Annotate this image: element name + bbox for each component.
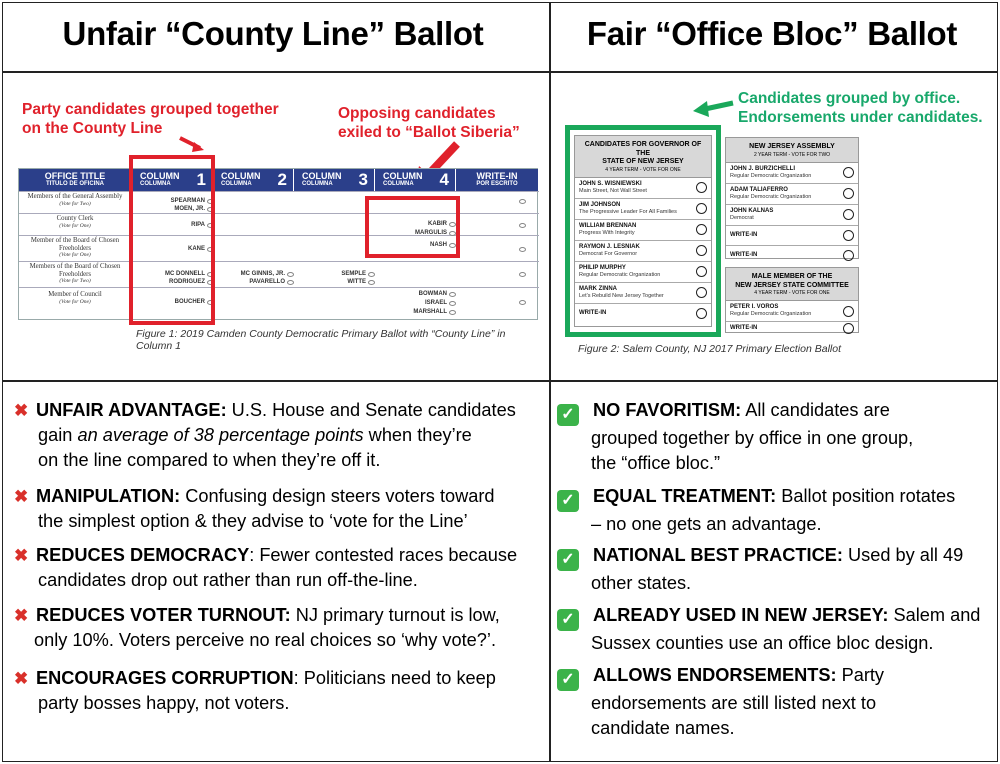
vote-circle xyxy=(696,224,707,235)
annotation-line: Party candidates grouped together xyxy=(22,101,279,118)
red-x-icon: ✖ xyxy=(14,487,29,506)
header-column-4: COLUMN COLUMNA 4 xyxy=(375,169,455,191)
vote-oval xyxy=(287,272,294,277)
candidate-name: NASH xyxy=(429,242,447,248)
red-x-icon: ✖ xyxy=(14,546,29,565)
county-line-highlight-box xyxy=(129,155,215,325)
candidate-row: MARK ZINNA Let's Rebuild New Jersey Together xyxy=(575,283,711,304)
header-column-2: COLUMN COLUMNA 2 xyxy=(213,169,293,191)
vote-oval xyxy=(519,223,526,228)
candidate-name: KANE xyxy=(187,246,205,252)
candidate-name: RIPA xyxy=(191,222,205,228)
red-x-icon: ✖ xyxy=(14,669,29,688)
vote-circle xyxy=(696,266,707,277)
annotation-line: Opposing candidates xyxy=(338,105,496,122)
vote-circle xyxy=(843,230,854,241)
candidate-name: PAVARELLO xyxy=(249,279,285,285)
vote-oval xyxy=(368,272,375,277)
vote-oval xyxy=(449,310,456,315)
ballot-siberia-highlight-box xyxy=(365,196,460,258)
header-column-1: COLUMN COLUMNA 1 xyxy=(132,169,212,191)
office-bloc-ballot-image xyxy=(565,85,985,365)
office-grouping-annotation xyxy=(738,89,983,127)
party-grouped-annotation xyxy=(22,100,279,138)
candidate-row: PETER I. VOROS Regular Democratic Organization xyxy=(726,301,858,322)
candidate-row: WRITE-IN xyxy=(726,226,858,246)
candidate-row: JOHN S. WISNIEWSKI Main Street, Not Wall Street xyxy=(575,178,711,199)
vote-circle xyxy=(843,188,854,199)
vote-oval xyxy=(519,199,526,204)
vote-circle xyxy=(696,245,707,256)
header-write-in: WRITE-IN POR ESCRITO xyxy=(456,169,538,191)
ballot-row: Member of Council (Vote for One) xyxy=(19,287,539,320)
candidate-row: JIM JOHNSON The Progressive Leader For All Families xyxy=(575,199,711,220)
ballot-table xyxy=(18,168,538,320)
candidate-name: BOWMAN xyxy=(418,291,447,297)
list-item: ✖ ENCOURAGES CORRUPTION: Politicians need to keep party bosses happy, not voters. xyxy=(14,668,496,713)
list-item: ✖ MANIPULATION: Confusing design steers voters toward the simplest option & they advise to ‘vote for the Line’ xyxy=(14,486,495,531)
red-x-icon: ✖ xyxy=(14,606,29,625)
vote-circle xyxy=(696,308,707,319)
header-office-title: OFFICE TITLE TITULO DE OFICINA xyxy=(19,169,131,191)
candidate-name: WITTE xyxy=(347,279,366,285)
green-check-icon: ✓ xyxy=(557,669,579,691)
ballot-row: Member of the Board of Chosen Freeholders (Vote for One) xyxy=(19,235,539,261)
vote-oval xyxy=(449,301,456,306)
candidate-row: RAYMON J. LESNIAK Democrat For Governor xyxy=(575,241,711,262)
candidate-name: MC DONNELL xyxy=(165,271,205,277)
list-item: ✖ UNFAIR ADVANTAGE: U.S. House and Senate candidates gain an average of 38 percentage points when they’re on the line compared to when they’re off it. xyxy=(14,400,516,470)
red-x-icon: ✖ xyxy=(14,401,29,420)
list-item: ✖ REDUCES VOTER TURNOUT: NJ primary turnout is low, only 10%. Voters perceive no real choices so ‘why vote?’. xyxy=(14,605,500,650)
column-divider xyxy=(549,3,551,761)
candidate-row: WRITE-IN xyxy=(726,246,858,265)
annotation-line: on the County Line xyxy=(22,120,163,137)
annotation-line: exiled to “Ballot Siberia” xyxy=(338,124,520,141)
list-item: ✓ ALREADY USED IN NEW JERSEY: Salem and Sussex counties use an office bloc design. xyxy=(557,603,980,656)
list-item: ✖ REDUCES DEMOCRACY: Fewer contested races because candidates drop out rather than run off-the-line. xyxy=(14,545,518,590)
candidate-name: ISRAEL xyxy=(424,300,447,306)
left-title: Unfair “County Line” Ballot xyxy=(62,15,484,52)
state-committee-panel: MALE MEMBER OF THE NEW JERSEY STATE COMMITTEE 4 YEAR TERM - VOTE FOR ONE PETER I. VOROS Regular Democratic Organization WRITE-IN xyxy=(725,267,859,333)
right-title: Fair “Office Bloc” Ballot xyxy=(586,15,958,52)
vote-circle xyxy=(843,323,854,334)
green-check-icon: ✓ xyxy=(557,490,579,512)
green-arrow-icon xyxy=(691,95,735,117)
green-check-icon: ✓ xyxy=(557,549,579,571)
candidate-name: SPEARMAN xyxy=(170,198,205,204)
candidate-name: SEMPLE xyxy=(341,271,366,277)
vote-circle xyxy=(696,203,707,214)
annotation-line: Candidates grouped by office. xyxy=(738,90,961,107)
ballot-row: County Clerk (Vote for One) xyxy=(19,213,539,235)
ballot-siberia-annotation xyxy=(338,104,520,142)
governor-panel: CANDIDATES FOR GOVERNOR OF THE STATE OF NEW JERSEY 4 YEAR TERM - VOTE FOR ONE JOHN S. WISNIEWSKI Main Street, Not Wall Street JIM JOHNSON The Progressive Leader For All Families WILLIAM BRENNAN Progress With Integrity RAYMON J. LESNIAK Democrat For Governor PHILIP MURPHY Regular Democratic Organization MARK ZINNA Let's Rebuild New Jersey Together WRITE-IN xyxy=(574,135,712,327)
vote-oval xyxy=(519,272,526,277)
figure-1-caption: Figure 1: 2019 Camden County Democratic Primary Ballot with “County Line” in Column 1 xyxy=(136,328,506,352)
list-item: ✓ ALLOWS ENDORSEMENTS: Party endorsements are still listed next to candidate names. xyxy=(557,663,884,741)
vote-circle xyxy=(843,167,854,178)
candidate-row: WRITE-IN xyxy=(575,304,711,323)
list-item: ✓ EQUAL TREATMENT: Ballot position rotates – no one gets an advantage. xyxy=(557,484,955,537)
figure-2-caption: Figure 2: Salem County, NJ 2017 Primary Election Ballot xyxy=(578,343,842,355)
vote-oval xyxy=(287,280,294,285)
vote-oval xyxy=(368,280,375,285)
vote-circle xyxy=(843,209,854,220)
candidate-row: JOHN KALNAS Democrat xyxy=(726,205,858,226)
list-item: ✓ NO FAVORITISM: All candidates are grouped together by office in one group, the “office bloc.” xyxy=(557,398,913,476)
header-column-3: COLUMN COLUMNA 3 xyxy=(294,169,374,191)
assembly-panel: NEW JERSEY ASSEMBLY 2 YEAR TERM - VOTE FOR TWO JOHN J. BURZICHELLI Regular Democratic Organization ADAM TALIAFERRO Regular Democratic Organization JOHN KALNAS Democrat WRITE-IN WRITE-IN xyxy=(725,137,859,259)
image-divider xyxy=(3,380,997,382)
vote-oval xyxy=(519,300,526,305)
list-item: ✓ NATIONAL BEST PRACTICE: Used by all 49 other states. xyxy=(557,543,963,596)
candidate-row: ADAM TALIAFERRO Regular Democratic Organization xyxy=(726,184,858,205)
vote-circle xyxy=(696,182,707,193)
candidate-name: MARGULIS xyxy=(415,230,447,236)
candidate-row: WILLIAM BRENNAN Progress With Integrity xyxy=(575,220,711,241)
header-divider xyxy=(3,71,997,73)
vote-circle xyxy=(696,287,707,298)
vote-oval xyxy=(449,292,456,297)
green-check-icon: ✓ xyxy=(557,404,579,426)
ballot-row: Members of the Board of Chosen Freeholders (Vote for Two) xyxy=(19,261,539,287)
candidate-row: PHILIP MURPHY Regular Democratic Organization xyxy=(575,262,711,283)
candidate-name: MOEN, JR. xyxy=(174,206,205,212)
vote-circle xyxy=(843,306,854,317)
annotation-line: Endorsements under candidates. xyxy=(738,109,983,126)
candidate-name: BOUCHER xyxy=(174,299,205,305)
candidate-name: KABIR xyxy=(428,221,447,227)
red-arrow-icon xyxy=(178,134,208,154)
ballot-row: Members of the General Assembly (Vote for Two) xyxy=(19,191,539,213)
candidate-row: WRITE-IN xyxy=(726,322,858,335)
vote-circle xyxy=(843,250,854,261)
candidate-name: MC GINNIS, JR. xyxy=(240,271,285,277)
green-check-icon: ✓ xyxy=(557,609,579,631)
county-line-ballot-image xyxy=(18,100,538,352)
candidate-row: JOHN J. BURZICHELLI Regular Democratic Organization xyxy=(726,163,858,184)
vote-oval xyxy=(519,247,526,252)
candidate-name: RODRIGUEZ xyxy=(169,279,205,285)
candidate-name: MARSHALL xyxy=(413,309,447,315)
